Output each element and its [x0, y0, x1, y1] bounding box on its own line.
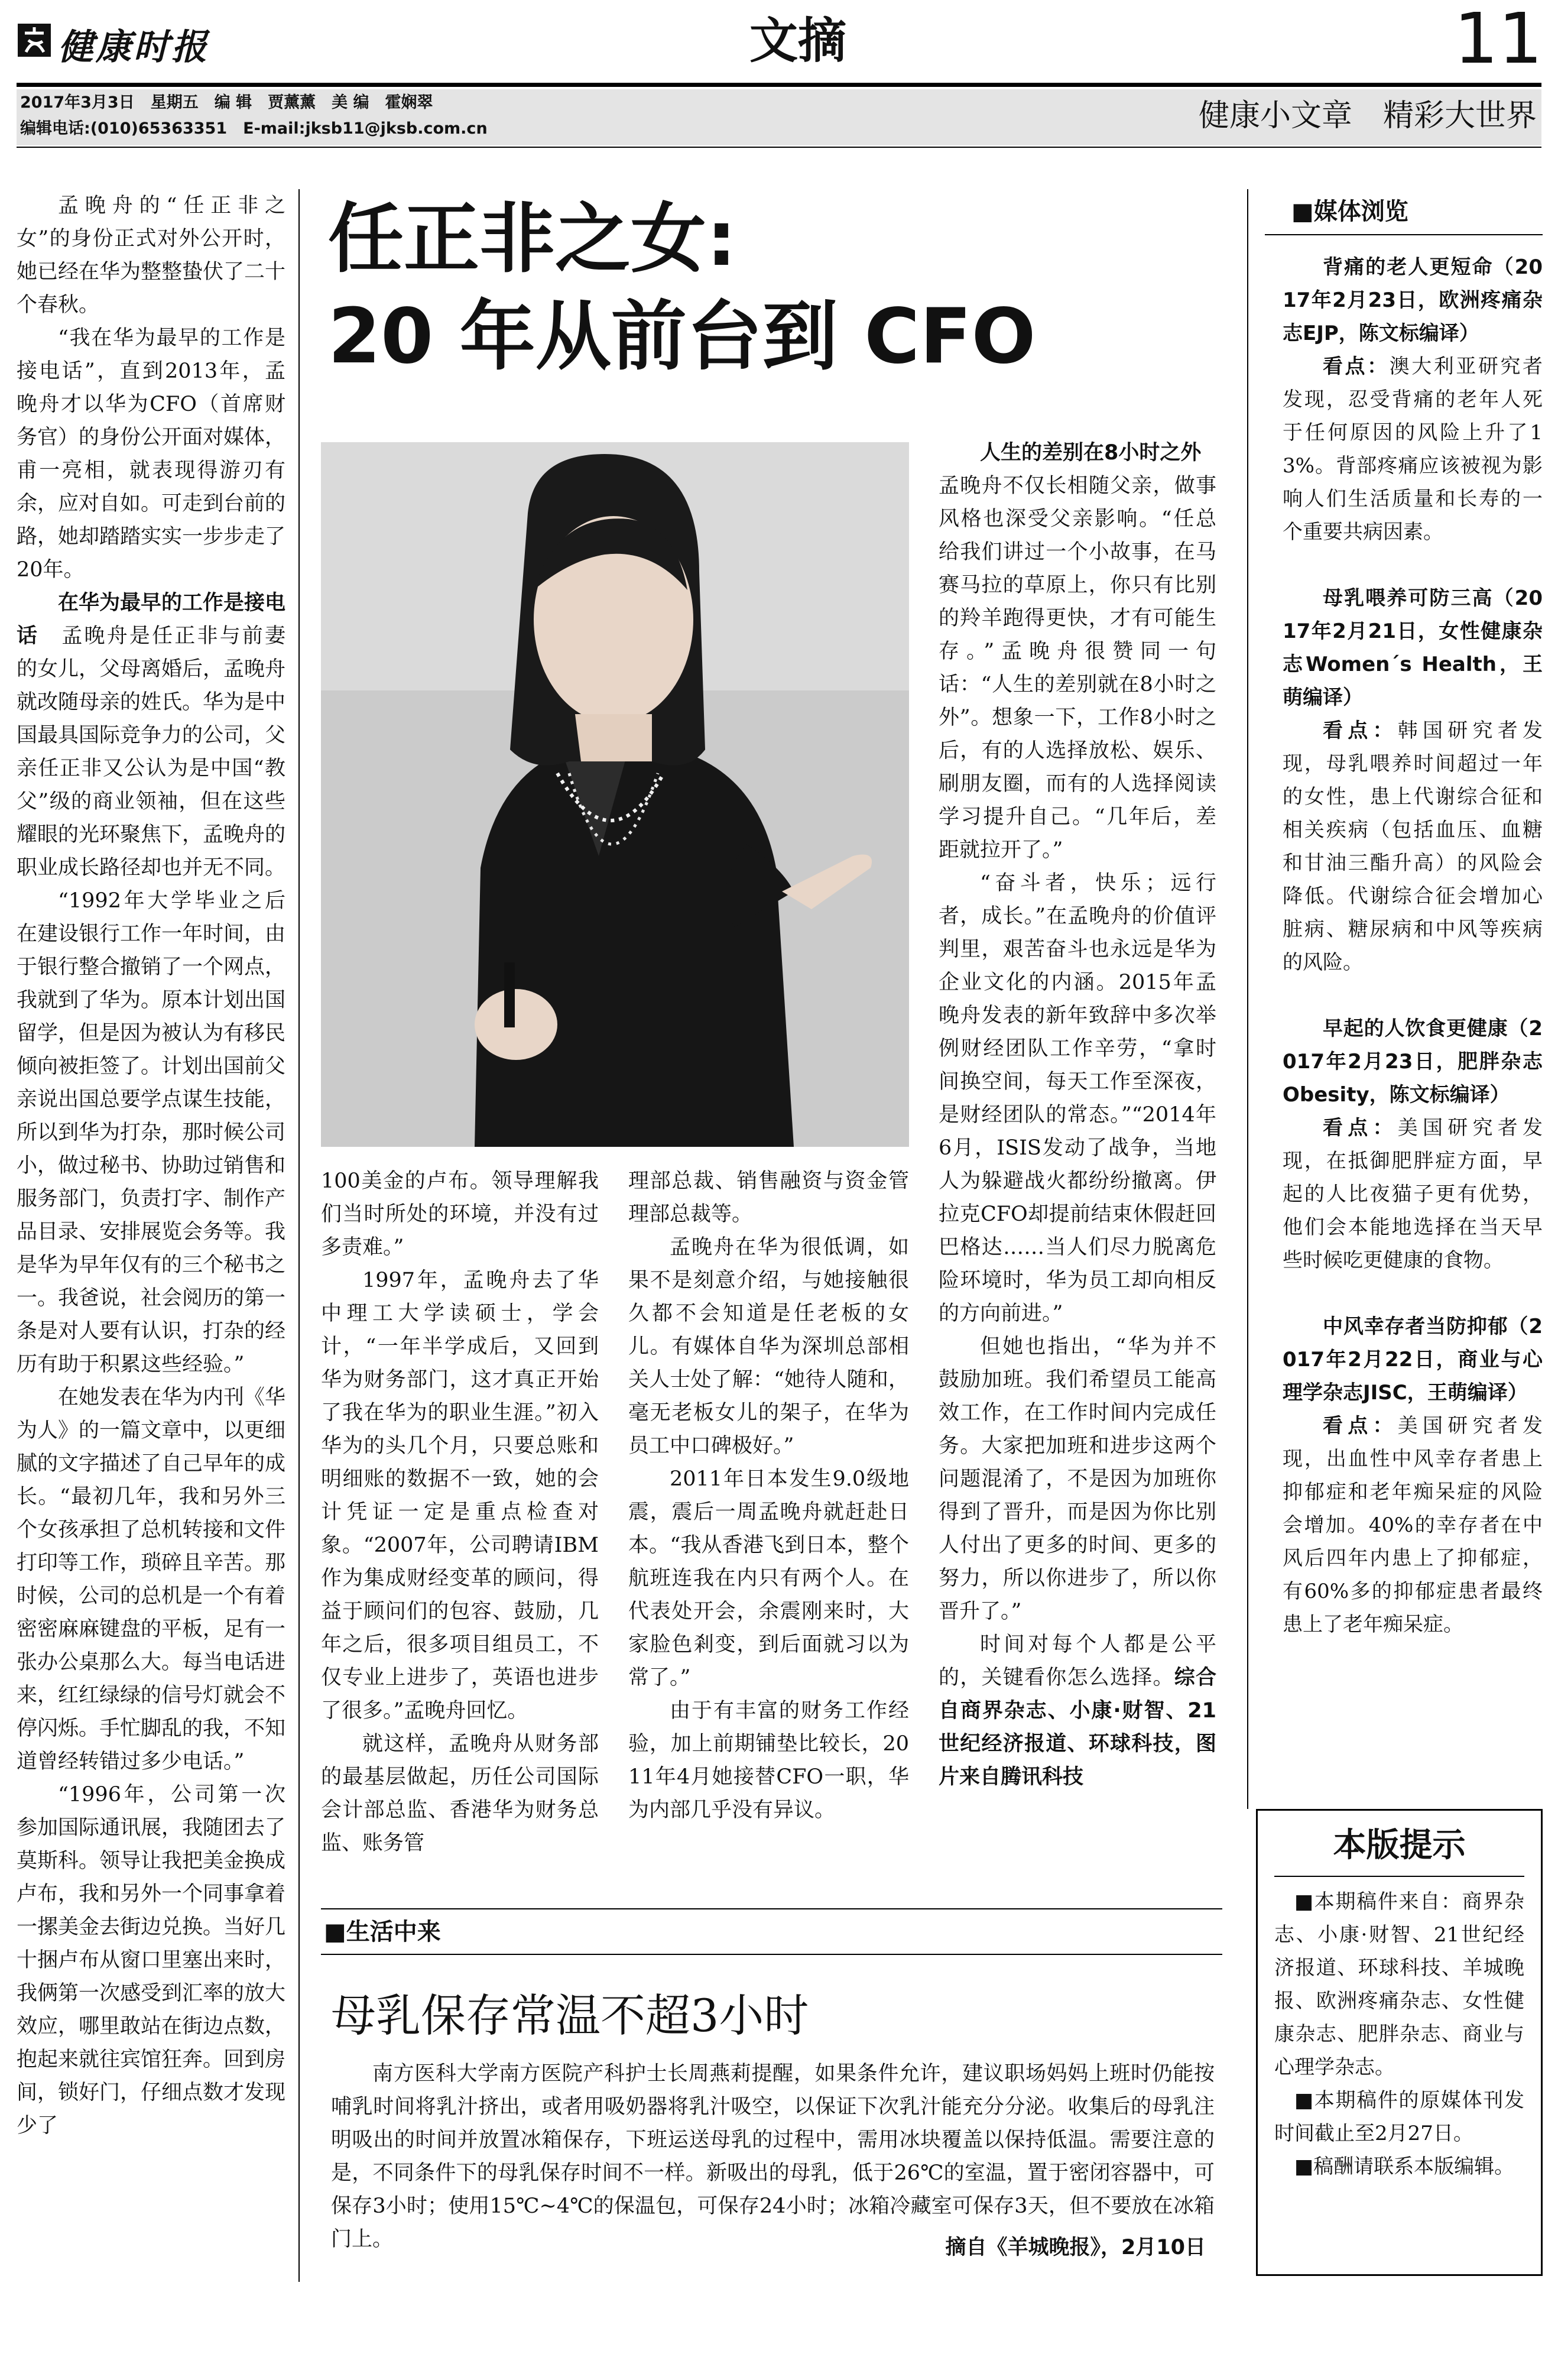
sidebar-item-back-pain: 背痛的老人更短命（2017年2月23日，欧洲疼痛杂志EJP，陈文标编译） 看点：澳大利亚研究者发现，忍受背痛的老年人死于任何原因的风险上升了13%。背部疼痛应该被视为影响人们生活质量和长寿的一个重要共病因素。 [1283, 255, 1543, 544]
col3-para-4: 由于有丰富的财务工作经验，加上前期铺垫比较长，2011年4月她接替CFO一职，华为内部几乎没有异议。 [628, 1699, 909, 1822]
col4-para-1: 人生的差别在8小时之外 孟晚舟不仅长相随父亲，做事风格也深受父亲影响。“任总给我们讲过一个小故事，在马赛马拉的草原上，你只有比别的羚羊跑得更快，才有可能生存。”孟晚舟很赞同一句话：“人生的差别就在8小时之外”。想象一下，工作8小时之后，有的人选择放松、娱乐、刷朋友圈，而有的人选择阅读学习提升自己。“几年后，差距就拉开了。” [939, 441, 1222, 862]
sidebar-items [1283, 251, 1543, 1788]
section-title: 文摘 [749, 13, 846, 69]
col1-para-2: “我在华为最早的工作是接电话”，直到2013年，孟晚舟才以华为CFO（首席财务官）的身份公开面对媒体，甫一亮相，就表现得游刃有余，应对自如。可走到台前的路，她却踏踏实实一步步走了20年。 [17, 326, 286, 582]
sidebar-title: ■媒体浏览 [1291, 198, 1408, 225]
col2-para-1: 100美金的卢布。领导理解我们当时所处的环境，并没有过多责难。” [321, 1169, 599, 1259]
life-title: 母乳保存常温不超3小时 [331, 1989, 809, 2042]
headline-line2: 20 年从前台到 CFO [328, 293, 1036, 381]
col4-para-3: 但她也指出，“华为并不鼓励加班。我们希望员工能高效工作，在工作时间内完成任务。大家把加班和进步这两个问题混淆了，不是因为加班你得到了晋升，而是因为你比别人付出了更多的时间、更多的努力，所以你进步了，所以你晋升了。” [939, 1335, 1216, 1623]
article-column-2 [321, 1165, 599, 1898]
article-column-3 [628, 1165, 909, 1898]
sidebar-item-breastfeeding: 母乳喂养可防三高（2017年2月21日，女性健康杂志Women´s Health，王萌编译） 看点：韩国研究者发现，母乳喂养时间超过一年的女性，患上代谢综合征和相关疾病（包括血压、血糖和甘油三酯升高）的风险会降低。代谢综合征会增加心脏病、糖尿病和中风等疾病的风险。 [1283, 586, 1543, 974]
article-source: 综合自商界杂志、小康·财智、21世纪经济报道、环球科技，图片来自腾讯科技 [939, 1666, 1216, 1789]
col3-para-3: 2011年日本发生9.0级地震，震后一周孟晚舟就赶赴日本。“我从香港飞到日本，整个航班连我在内只有两个人。在代表处开会，余震刚来时，大家脸色剎变，到后面就习以为常了。” [628, 1467, 909, 1690]
life-section-label: ■生活中来 [324, 1918, 441, 1945]
sidebar-item-early-risers: 早起的人饮食更健康（2017年2月23日，肥胖杂志Obesity，陈文标编译） 看点：美国研究者发现，在抵御肥胖症方面，早起的人比夜猫子更有优势，他们会本能地选择在当天早些时候吃更健康的食物。 [1283, 1017, 1543, 1272]
col3-para-2: 孟晚舟在华为很低调，如果不是刻意介绍，与她接触很久都不会知道是任老板的女儿。有媒体自华为深圳总部相关人士处了解：“她待人随和，毫无老板女儿的架子，在华为员工中口碑极好。” [628, 1236, 909, 1458]
col3-para-1: 理部总裁、销售融资与资金管理部总裁等。 [628, 1169, 909, 1226]
notice-item-2: ■本期稿件的原媒体刊发时间截止至2月27日。 [1274, 2089, 1524, 2145]
col1-para-5: 在她发表在华为内刊《华为人》的一篇文章中，以更细腻的文字描述了自己早年的成长。“最初几年，我和另外三个女孩承担了总机转接和文件打印等工作，琐碎且辛苦。那时候，公司的总机是一个有着密密麻麻键盘的平板，足有一张办公桌那么大。每当电话进来，红红绿绿的信号灯就会不停闪烁。手忙脚乱的我，不知道曾经转错过多少电话。” [17, 1386, 286, 1773]
col1-para-6: “1996年，公司第一次参加国际通讯展，我随团去了莫斯科。领导让我把美金换成卢布，我和另外一个同事拿着一摞美金去街边兑换。当好几十捆卢布从窗口里塞出来时，我俩第一次感受到汇率的放大效应，哪里敢站在街边点数，抱起来就往宾馆狂奔。回到房间，锁好门，仔细点数才发现少了 [17, 1783, 286, 2138]
col4-para-2: “奋斗者，快乐；远行者，成长。”在孟晚舟的价值评判里，艰苦奋斗也永远是华为企业文化的内涵。2015年孟晚舟发表的新年致辞中多次举例财经团队工作辛劳，“拿时间换空间，每天工作至深夜，是财经团队的常态。”“2014年6月，ISIS发动了战争，当地人为躲避战火都纷纷撤离。伊拉克CFO却提前结束休假赶回巴格达……当人们尽力脱离危险环境时，华为员工却向相反的方向前进。” [939, 871, 1216, 1325]
article-column-1 [17, 189, 285, 2282]
contact-line: 编辑电话:(010)65363351 E-mail:jksb11@jksb.com.cn [20, 119, 488, 138]
subhead-earliest-job: 在华为最早的工作是接电话 [17, 591, 286, 648]
notice-item-1: ■本期稿件来自：商界杂志、小康·财智、21世纪经济报道、环球科技、羊城晚报、欧洲疼痛杂志、女性健康杂志、肥胖杂志、商业与心理学杂志。 [1274, 1890, 1524, 2079]
masthead-title: 健康时报 [58, 27, 209, 68]
col1-para-1: 孟晚舟的“任正非之女”的身份正式对外公开时，她已经在华为整整蛰伏了二十个春秋。 [17, 194, 286, 317]
portrait-illustration [321, 442, 909, 1147]
life-source: 摘自《羊城晚报》，2月10日 [945, 2236, 1206, 2259]
col1-para-4: “1992年大学毕业之后在建设银行工作一年时间，由于银行整合撤销了一个网点，我就到了华为。原本计划出国留学，但是因为被认为有移民倾向被拒签了。计划出国前父亲说出国总要学点谋生技能，所以到华为打杂，那时候公司小，做过秘书、协助过销售和服务部门，负责打字、制作产品目录、安排展览会务等。我是华为早年仅有的三个秘书之一。我爸说，社会阅历的第一条是对人要有认识，打杂的经历有助于积累这些经验。” [17, 889, 286, 1376]
headline-line1: 任正非之女: [328, 195, 737, 283]
sidebar-item-stroke: 中风幸存者当防抑郁（2017年2月22日，商业与心理学杂志JISC，王萌编译） 看点：美国研究者发现，出血性中风幸存者患上抑郁症和老年痴呆症的风险会增加。40%的幸存者在中风后四年内患上了抑郁症，有60%多的抑郁症患者最终患上了老年痴呆症。 [1283, 1315, 1543, 1636]
notice-box [1256, 1809, 1543, 2276]
col1-para-3: 在华为最早的工作是接电话 孟晚舟是任正非与前妻的女儿，父母离婚后，孟晚舟就改随母亲的姓氏。华为是中国最具国际竞争力的公司，父亲任正非又公认为是中国“教父”级的商业领袖，但在这些耀眼的光环聚焦下，孟晚舟的职业成长路径却也并无不同。 [17, 591, 286, 880]
article-photo [321, 442, 909, 1147]
col4-para-4: 时间对每个人都是公平的，关键看你怎么选择。综合自商界杂志、小康·财智、21世纪经济报道、环球科技，图片来自腾讯科技 [939, 1633, 1216, 1789]
col2-para-3: 就这样，孟晚舟从财务部的最基层做起，历任公司国际会计部总监、香港华为财务总监、账务管 [321, 1732, 599, 1855]
slogan: 健康小文章 精彩大世界 [1198, 98, 1537, 134]
life-body: 南方医科大学南方医院产科护士长周燕莉提醒，如果条件允许，建议职场妈妈上班时仍能按哺乳时间将乳汁挤出，或者用吸奶器将乳汁吸空，以保证下次乳汁能充分分泌。收集后的母乳注明吸出的时间并放置冰箱保存，下班运送母乳的过程中，需用冰块覆盖以保持低温。需要注意的是，不同条件下的母乳保存时间不一样。新吸出的母乳，低于26℃的室温，置于密闭容器中，可保存3小时；使用15℃~4℃的保温包，可保存24小时；冰箱冷藏室可保存3天，但不要放在冰箱门上。 [331, 2062, 1215, 2251]
col2-para-2: 1997年，孟晚舟去了华中理工大学读硕士，学会计，“一年半学成后，又回到华为财务部门，这才真正开始了我在华为的职业生涯。”初入华为的头几个月，只要总账和明细账的数据不一致，她的会计凭证一定是重点检查对象。“2007年，公司聘请IBM作为集成财经变革的顾问，得益于顾问们的包容、鼓励，几年之后，很多项目组员工，不仅专业上进步了，英语也进步了很多。”孟晚舟回忆。 [321, 1269, 599, 1723]
date-line: 2017年3月3日 星期五 编 辑 贾薰薰 美 编 霍娴翠 [20, 93, 433, 112]
masthead [17, 12, 253, 68]
masthead-logo-icon [17, 22, 52, 58]
subhead-8-hours: 人生的差别在8小时之外 [980, 441, 1202, 465]
notice-item-3: ■稿酬请联系本版编辑。 [1294, 2155, 1515, 2178]
notice-title: 本版提示 [1333, 1826, 1466, 1865]
article-column-4 [939, 436, 1222, 1896]
page-number: 11 [1453, 0, 1543, 79]
